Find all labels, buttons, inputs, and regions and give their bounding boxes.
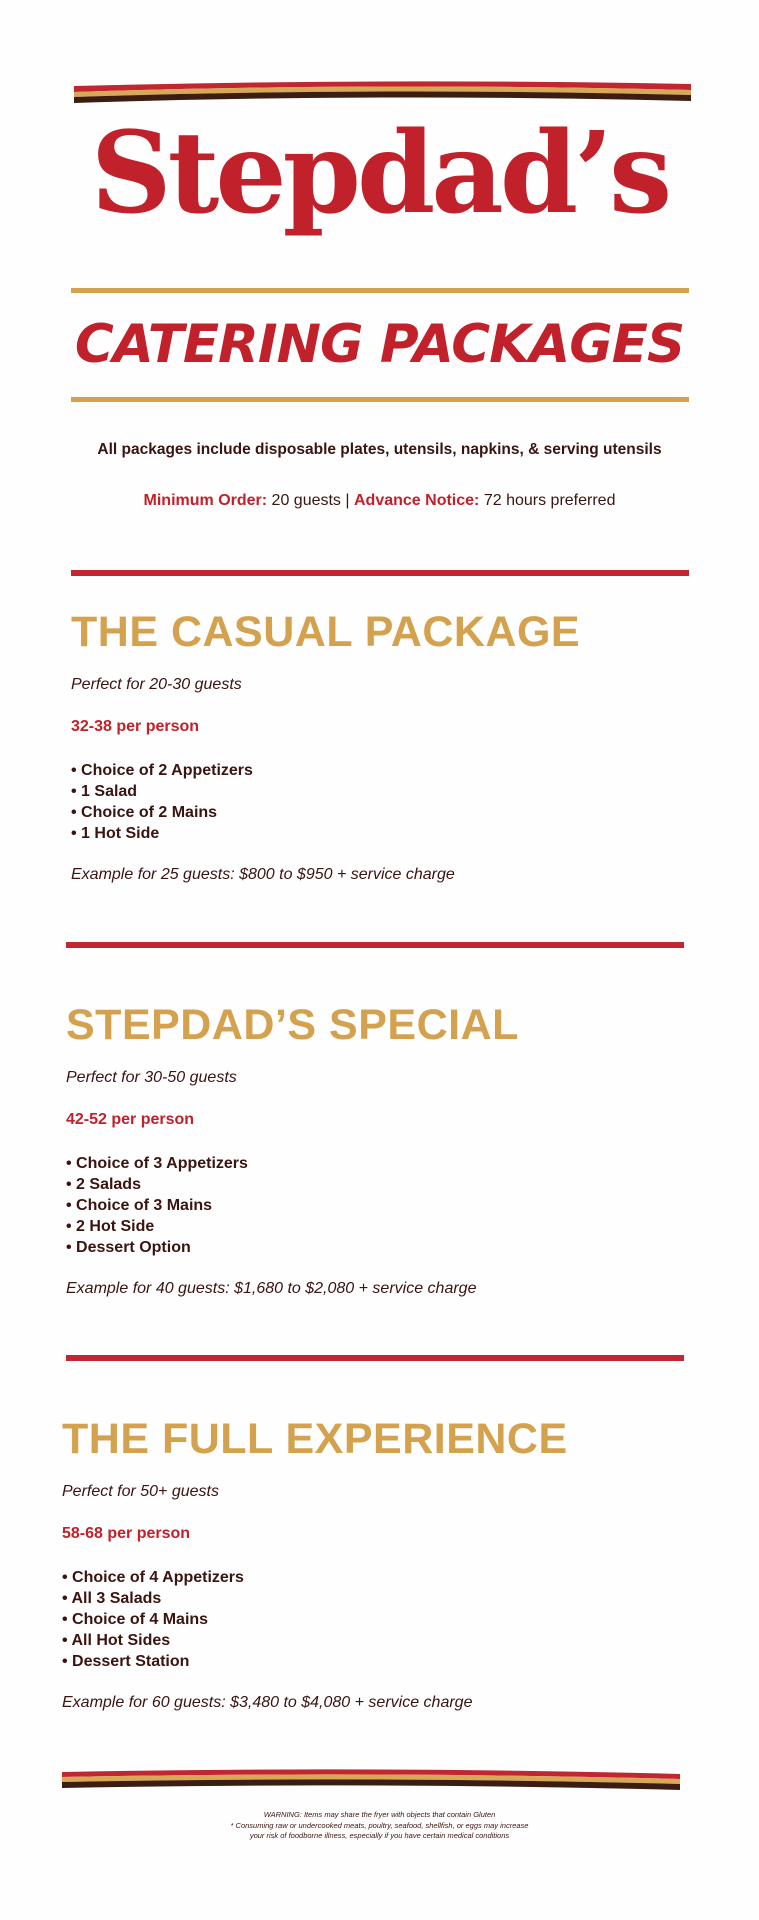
separator: | [345,492,350,509]
package-guests: Perfect for 20-30 guests [71,676,242,693]
bottom-stripe [0,1768,759,1798]
package-item: • All Hot Sides [62,1630,568,1651]
header-gold-rule-top [71,288,689,293]
section-divider-1 [71,570,689,576]
includes-note: All packages include disposable plates, utensils, napkins, & serving utensils [97,441,662,458]
package-casual [71,608,581,884]
package-items [66,1153,519,1258]
package-item: • 1 Salad [71,781,580,802]
section-divider-2 [66,942,684,948]
warning-line: your risk of foodborne illness, especially if you have certain medical conditions [249,1831,510,1840]
package-item: • Choice of 4 Mains [62,1609,568,1630]
minimum-order-label: Minimum Order: [143,492,268,509]
package-example: Example for 60 guests: $3,480 to $4,080 + service charge [62,1694,473,1711]
package-item: • Choice of 4 Appetizers [62,1567,568,1588]
package-price: 42-52 per person [66,1111,195,1128]
package-item: • Choice of 3 Mains [66,1195,519,1216]
package-item: • Choice of 3 Appetizers [66,1153,519,1174]
package-item: • Dessert Option [66,1237,519,1258]
package-item: • All 3 Salads [62,1588,568,1609]
package-item: • 2 Salads [66,1174,519,1195]
package-item: • 2 Hot Side [66,1216,519,1237]
package-item: • 1 Hot Side [71,823,580,844]
package-example: Example for 25 guests: $800 to $950 + service charge [71,866,455,883]
catering-packages-subtitle: CATERING PACKAGES [74,314,685,375]
advance-notice-label: Advance Notice: [354,492,480,509]
package-item: • Dessert Station [62,1651,568,1672]
brand-logo-title: Stepdad’s [90,108,669,239]
header-gold-rule-bottom [71,397,689,402]
package-stepdads-special [66,1001,519,1298]
warning-line: * Consuming raw or undercooked meats, poultry, seafood, shellfish, or eggs may increase [230,1820,529,1830]
package-price: 32-38 per person [71,718,200,735]
package-example: Example for 40 guests: $1,680 to $2,080 + service charge [66,1280,477,1297]
package-title: THE CASUAL PACKAGE [71,608,581,656]
package-item: • Choice of 2 Appetizers [71,760,580,781]
package-items [71,760,580,844]
package-title: THE FULL EXPERIENCE [62,1415,568,1463]
order-requirements [0,492,759,510]
top-stripe [0,80,759,110]
package-full-experience [62,1415,568,1712]
minimum-order-value: 20 guests [271,492,341,509]
package-guests: Perfect for 50+ guests [62,1483,219,1500]
advance-notice-value: 72 hours preferred [483,492,616,509]
allergy-warning [0,1810,759,1842]
package-title: STEPDAD’S SPECIAL [66,1001,519,1049]
section-divider-3 [66,1355,684,1361]
package-guests: Perfect for 30-50 guests [66,1069,237,1086]
warning-line: WARNING: Items may share the fryer with objects that contain Gluten [263,1810,496,1819]
package-items [62,1567,568,1672]
package-price: 58-68 per person [62,1525,191,1542]
package-item: • Choice of 2 Mains [71,802,580,823]
